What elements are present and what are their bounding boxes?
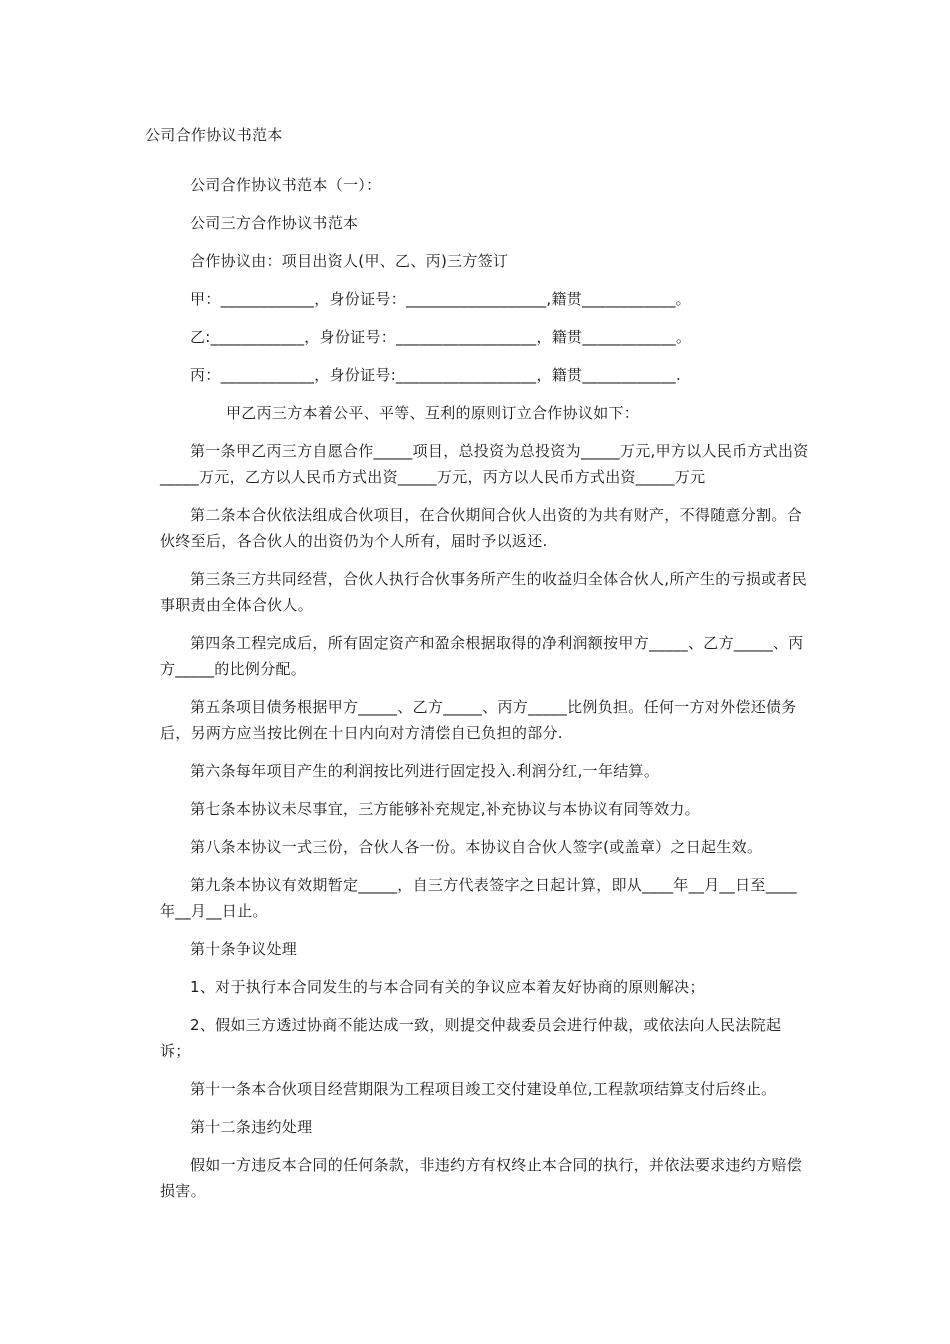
paragraph-party-a: 甲：____________，身份证号：__________________,籍贯____________。 xyxy=(190,290,691,308)
paragraph-article-2: 第二条本合伙依法组成合伙项目，在合伙期间合伙人出资的为共有财产，不得随意分割。合伙终至后，各合伙人的出资仍为个人所有，届时予以返还. xyxy=(160,506,803,550)
paragraph-subtitle: 公司合作协议书范本（一）： xyxy=(190,176,382,194)
paragraph-article-12-body: 假如一方违反本合同的任何条款，非违约方有权终止本合同的执行，并依法要求违约方赔偿损害。 xyxy=(160,1156,803,1200)
paragraph-article-10-item-1: 1、对于执行本合同发生的与本合同有关的争议应本着友好协商的原则解决； xyxy=(190,978,705,996)
document-body xyxy=(160,172,810,1216)
paragraph-article-5: 第五条项目债务根据甲方_____、乙方_____、丙方_____比例负担。任何一方对外偿还债务后，另两方应当按比例在十日内向对方清偿自已负担的部分. xyxy=(160,698,797,742)
paragraph-article-9: 第九条本协议有效期暂定_____，自三方代表签字之日起计算，即从____年__月__日至____年__月__日止。 xyxy=(160,876,797,920)
paragraph-article-10: 第十条争议处理 xyxy=(190,940,298,958)
paragraph-article-6: 第六条每年项目产生的利润按比列进行固定投入.利润分红,一年结算。 xyxy=(190,762,660,780)
document-title: 公司合作协议书范本 xyxy=(145,126,283,144)
paragraph-party-c: 丙：____________，身份证号:__________________，籍贯____________. xyxy=(190,366,682,384)
paragraph-article-4: 第四条工程完成后，所有固定资产和盈余根据取得的净利润额按甲方_____、乙方_____、丙方_____的比例分配。 xyxy=(160,634,804,678)
paragraph-heading: 公司三方合作协议书范本 xyxy=(190,214,359,232)
paragraph-parties-intro: 合作协议由：项目出资人(甲、乙、丙)三方签订 xyxy=(190,252,509,270)
paragraph-article-7: 第七条本协议未尽事宜，三方能够补充规定,补充协议与本协议有同等效力。 xyxy=(190,800,700,818)
paragraph-article-1: 第一条甲乙丙三方自愿合作_____项目，总投资为总投资为_____万元,甲方以人民币方式出资_____万元，乙方以人民币方式出资_____万元，丙方以人民币方式出资_____万元 xyxy=(160,442,809,486)
paragraph-party-b: 乙:____________，身份证号：__________________，籍贯____________。 xyxy=(190,328,692,346)
paragraph-article-11: 第十一条本合伙项目经营期限为工程项目竣工交付建设单位,工程款项结算支付后终止。 xyxy=(190,1080,777,1098)
paragraph-article-10-item-2: 2、假如三方透过协商不能达成一致，则提交仲裁委员会进行仲裁，或依法向人民法院起诉； xyxy=(160,1016,782,1060)
paragraph-article-8: 第八条本协议一式三份，合伙人各一份。本协议自合伙人签字(或盖章）之日起生效。 xyxy=(190,838,763,856)
paragraph-article-3: 第三条三方共同经营，合伙人执行合伙事务所产生的收益归全体合伙人,所产生的亏损或者民事职责由全体合伙人。 xyxy=(160,570,808,614)
paragraph-article-12: 第十二条违约处理 xyxy=(190,1118,313,1136)
paragraph-agreement-intro: 甲乙丙三方本着公平、平等、互利的原则订立合作协议如下： xyxy=(226,404,640,422)
